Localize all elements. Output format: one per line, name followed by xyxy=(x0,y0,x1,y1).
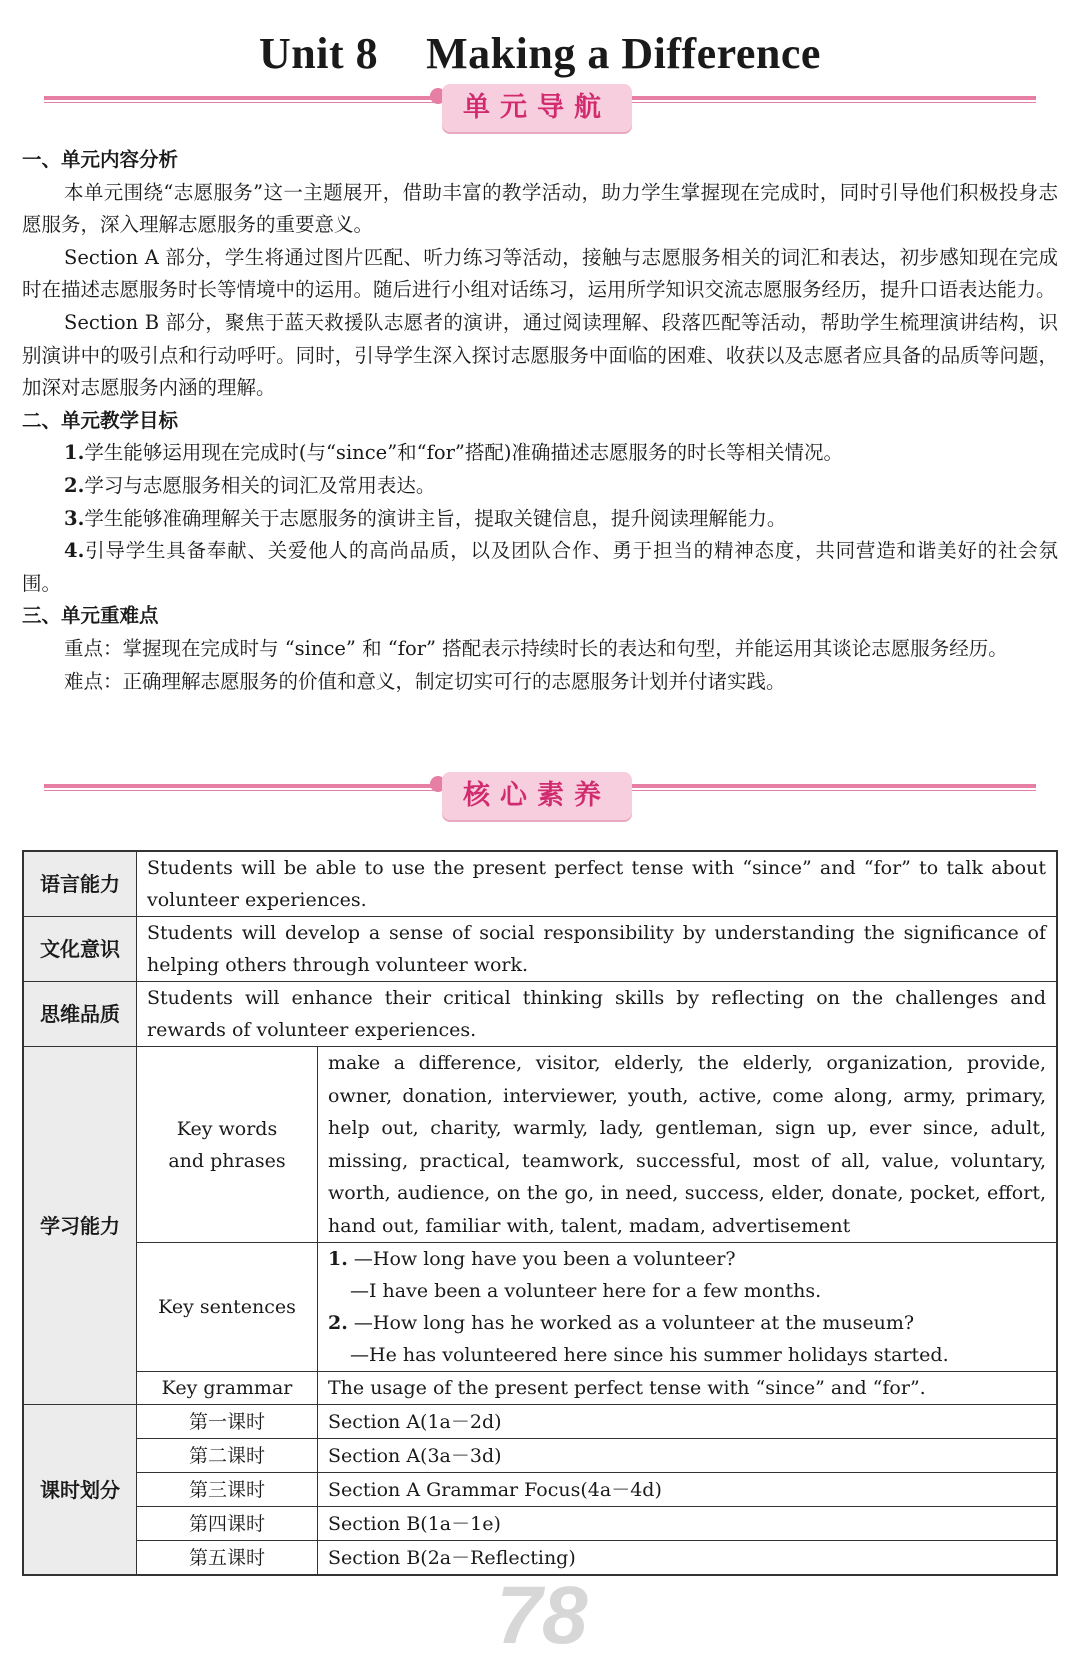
label-thinking: 思维品质 xyxy=(23,982,137,1047)
goal-text: 学生能够准确理解关于志愿服务的演讲主旨，提取关键信息，提升阅读理解能力。 xyxy=(84,506,787,530)
banner-core-literacy xyxy=(44,772,1036,828)
lesson-section: Section B(2a－Reflecting) xyxy=(318,1541,1058,1576)
banner-unit-guide xyxy=(44,84,1036,140)
banner-label: 单元导航 xyxy=(442,84,632,132)
table-row xyxy=(23,1372,1057,1405)
goal-item xyxy=(22,503,1058,536)
sentence-line: —I have been a volunteer here for a few months. xyxy=(350,1280,822,1302)
difficult-point: 难点：正确理解志愿服务的价值和意义，制定切实可行的志愿服务计划并付诸实践。 xyxy=(64,669,786,693)
lesson-section: Section A Grammar Focus(4a－4d) xyxy=(318,1473,1058,1507)
sentence-line: —He has volunteered here since his summer holidays started. xyxy=(350,1344,949,1366)
core-literacy-table xyxy=(22,850,1058,1576)
analysis-paragraph-1: 本单元围绕“志愿服务”这一主题展开，借助丰富的教学活动，助力学生掌握现在完成时，同时引导他们积极投身志愿服务，深入理解志愿服务的重要意义。 xyxy=(22,180,1058,237)
goal-number: 3. xyxy=(64,506,85,530)
unit-guide-content xyxy=(22,144,1058,698)
goal-item xyxy=(22,535,1058,600)
lesson-section: Section B(1a－1e) xyxy=(318,1507,1058,1541)
key-words-label: Key words and phrases xyxy=(137,1047,318,1243)
label-language: 语言能力 xyxy=(23,851,137,917)
table-row xyxy=(23,1047,1057,1243)
heading-keypoints: 三、单元重难点 xyxy=(22,604,159,628)
goal-number: 4. xyxy=(64,539,85,563)
page-number: 78 xyxy=(496,1570,588,1661)
unit-title xyxy=(0,28,1080,79)
sentence-line xyxy=(328,1307,1046,1339)
lesson-name: 第五课时 xyxy=(137,1541,318,1576)
lesson-name: 第一课时 xyxy=(137,1405,318,1439)
table-row xyxy=(23,1405,1057,1439)
culture-description: Students will develop a sense of social responsibility by understanding the significance of helping others through volunteer work. xyxy=(137,917,1058,982)
key-grammar-label: Key grammar xyxy=(137,1372,318,1405)
table-row xyxy=(23,1439,1057,1473)
lesson-name: 第四课时 xyxy=(137,1507,318,1541)
goal-item xyxy=(22,470,1058,503)
analysis-paragraph-2: Section A 部分，学生将通过图片匹配、听力练习等活动，接触与志愿服务相关的词汇和表达，初步感知现在完成时在描述志愿服务时长等情境中的运用。随后进行小组对话练习，运用所学知识交流志愿服务经历，提升口语表达能力。 xyxy=(22,245,1058,302)
label-schedule: 课时划分 xyxy=(23,1405,137,1576)
unit-number: Unit 8 xyxy=(259,29,379,78)
table-row xyxy=(23,1243,1057,1372)
goal-number: 1. xyxy=(64,441,85,465)
sentence-number: 2. xyxy=(328,1312,348,1334)
unit-name: Making a Difference xyxy=(426,29,821,78)
goal-text: 学生能够运用现在完成时(与“since”和“for”搭配)准确描述志愿服务的时长等相关情况。 xyxy=(84,441,843,465)
thinking-description: Students will enhance their critical thinking skills by reflecting on the challenges and rewards of volunteer experiences. xyxy=(137,982,1058,1047)
goal-text: 引导学生具备奉献、关爱他人的高尚品质，以及团队合作、勇于担当的精神态度，共同营造和谐美好的社会氛围。 xyxy=(22,539,1058,595)
table-row xyxy=(23,851,1057,917)
key-point: 重点：掌握现在完成时与 “since” 和 “for” 搭配表示持续时长的表达和句型，并能运用其谈论志愿服务经历。 xyxy=(64,636,1008,660)
label-learning: 学习能力 xyxy=(23,1047,137,1405)
lesson-name: 第二课时 xyxy=(137,1439,318,1473)
analysis-paragraph-3: Section B 部分，聚焦于蓝天救援队志愿者的演讲，通过阅读理解、段落匹配等活动，帮助学生梳理演讲结构，识别演讲中的吸引点和行动呼吁。同时，引导学生深入探讨志愿服务中面临的困难、收获以及志愿者应具备的品质等问题，加深对志愿服务内涵的理解。 xyxy=(22,310,1058,400)
key-sentences xyxy=(318,1243,1058,1372)
sentence-number: 1. xyxy=(328,1248,348,1270)
goal-item xyxy=(22,437,1058,470)
heading-goals: 二、单元教学目标 xyxy=(22,408,179,432)
key-grammar: The usage of the present perfect tense with “since” and “for”. xyxy=(318,1372,1058,1405)
banner-label: 核心素养 xyxy=(442,772,632,820)
sentence-question: —How long has he worked as a volunteer at the museum? xyxy=(353,1312,915,1334)
table-row xyxy=(23,917,1057,982)
lesson-section: Section A(3a－3d) xyxy=(318,1439,1058,1473)
heading-analysis: 一、单元内容分析 xyxy=(22,148,179,171)
key-words-list: make a difference, visitor, elderly, the elderly, organization, provide, owner, donation, interviewer, youth, active, come along, army, primary, help out, charity, warmly, lady, gentleman, sign up, ever since, adult, missing, practical, teamwork, successful, most of all, value, voluntary, worth, audience, on the go, in need, success, elder, donate, pocket, effort, hand out, familiar with, talent, madam, advertisement xyxy=(318,1047,1058,1243)
label-culture: 文化意识 xyxy=(23,917,137,982)
table-row xyxy=(23,1473,1057,1507)
sentence-line xyxy=(328,1243,1046,1275)
key-sentences-label: Key sentences xyxy=(137,1243,318,1372)
lesson-name: 第三课时 xyxy=(137,1473,318,1507)
table-row xyxy=(23,982,1057,1047)
sentence-question: —How long have you been a volunteer? xyxy=(353,1248,736,1270)
table-row xyxy=(23,1507,1057,1541)
goal-number: 2. xyxy=(64,473,85,497)
goal-text: 学习与志愿服务相关的词汇及常用表达。 xyxy=(84,473,436,497)
lesson-section: Section A(1a－2d) xyxy=(318,1405,1058,1439)
language-description: Students will be able to use the present perfect tense with “since” and “for” to talk about volunteer experiences. xyxy=(137,851,1058,917)
